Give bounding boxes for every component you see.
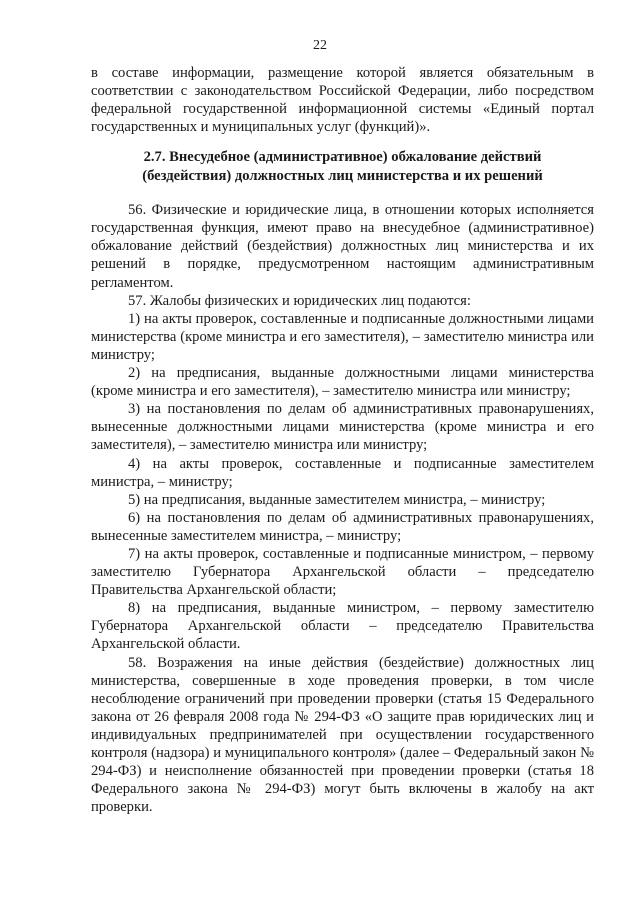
- paragraph-57: 57. Жалобы физических и юридических лиц подаются:: [128, 292, 471, 309]
- page-number: 22: [313, 38, 327, 53]
- paragraph-56: 56. Физические и юридические лица, в отношении которых исполняется государственная функция, имеют право на внесудебное (административное) обжалование действий (бездействия) должностных лиц министерства и их решений в порядке, предусмотренном настоящим административным регламентом.: [91, 202, 594, 291]
- list-item-1: 1) на акты проверок, составленные и подписанные должностными лицами министерства (кроме министра и его заместителя), – заместителю министра или министру;: [91, 310, 594, 363]
- intro-paragraph: в составе информации, размещение которой является обязательным в соответствии с законодательством Российской Федерации, либо посредством федеральной государственной информационной системы «Единый портал государственных и муниципальных услуг (функций)».: [91, 65, 594, 136]
- list-item-3: 3) на постановления по делам об административных правонарушениях, вынесенные должностными лицами министерства (кроме министра и его заместителя), – заместителю министра или министру;: [91, 401, 594, 454]
- document-body: [91, 64, 594, 816]
- list-item-8: 8) на предписания, выданные министром, – первому заместителю Губернатора Архангельской области – председателю Правительства Архангельской области.: [91, 600, 594, 653]
- list-item-5: 5) на предписания, выданные заместителем министра, – министру;: [128, 491, 546, 508]
- section-heading: [91, 148, 594, 185]
- list-item-7: 7) на акты проверок, составленные и подписанные министром, – первому заместителю Губернатора Архангельской области – председателю Правительства Архангельской области;: [91, 545, 594, 599]
- list-item-4: 4) на акты проверок, составленные и подписанные заместителем министра, – министру;: [91, 455, 594, 490]
- list-item-6: 6) на постановления по делам об административных правонарушениях, вынесенные заместителем министра, – министру;: [91, 509, 594, 544]
- section-heading-line-2: (бездействия) должностных лиц министерства и их решений: [142, 167, 543, 184]
- list-item-2: 2) на предписания, выданные должностными лицами министерства (кроме министра и его заместителя), – заместителю министра или министру;: [91, 365, 594, 400]
- paragraph-58: 58. Возражения на иные действия (бездействие) должностных лиц министерства, совершенные в ходе проведения проверки, в том числе несоблюдение ограничений при проведении проверки (статья 15 Федерального закона от 26 февраля 2008 года № 294-ФЗ «О защите прав юридических лиц и индивидуальных предпринимателей при осуществлении государственного контроля (надзора) и муниципального контроля» (далее – Федеральный закон № 294-ФЗ) и неисполнение обязанностей при проведении проверки (статья 18 Федерального закона № 294-ФЗ) могут быть включены в жалобу на акт проверки.: [91, 654, 594, 816]
- section-heading-line-1: 2.7. Внесудебное (административное) обжалование действий: [143, 149, 542, 166]
